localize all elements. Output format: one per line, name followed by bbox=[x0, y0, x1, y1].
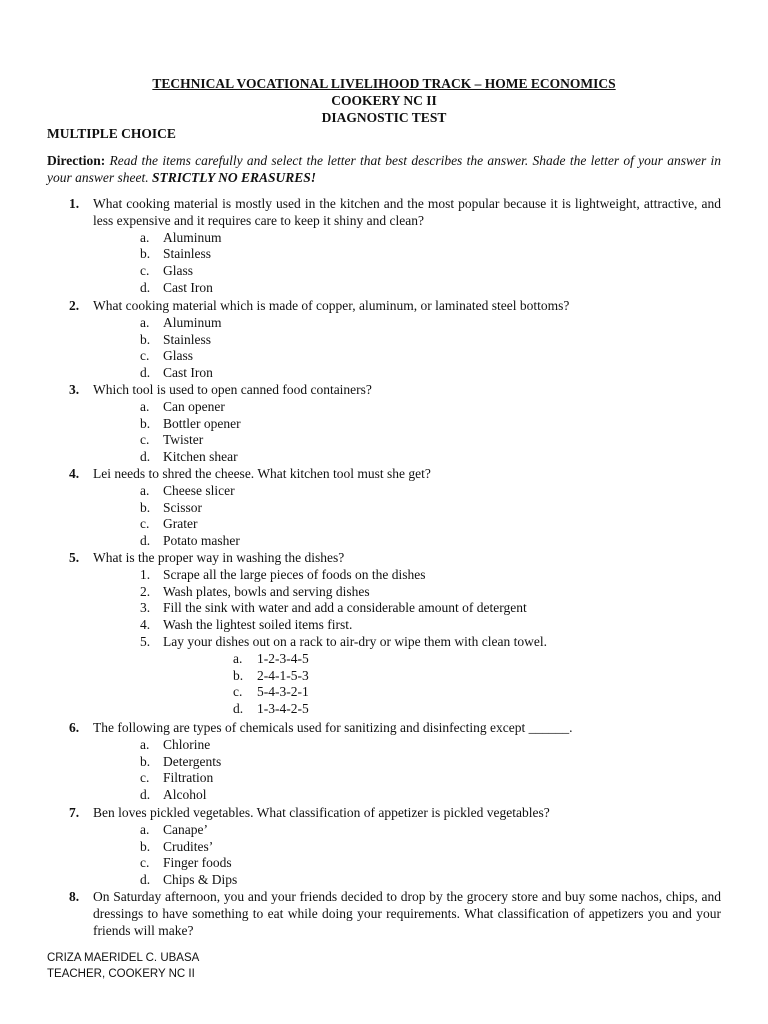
question-4 bbox=[47, 466, 721, 550]
question-1 bbox=[47, 196, 721, 297]
question-2 bbox=[47, 298, 721, 382]
step-3: 3. Fill the sink with water and add a considerable amount of detergent bbox=[140, 600, 527, 616]
option-c[interactable]: c. Twister bbox=[140, 432, 204, 448]
option-c[interactable]: c. Glass bbox=[140, 348, 193, 364]
section-title: MULTIPLE CHOICE bbox=[47, 126, 176, 141]
question-3 bbox=[47, 382, 721, 466]
question-number: 3. bbox=[69, 382, 80, 397]
question-text: What is the proper way in washing the dishes? bbox=[93, 550, 345, 565]
question-text: Which tool is used to open canned food containers? bbox=[93, 382, 372, 397]
option-a[interactable]: a. Aluminum bbox=[140, 229, 222, 245]
option-b[interactable]: b. 2-4-1-5-3 bbox=[233, 667, 309, 683]
question-8 bbox=[47, 889, 721, 939]
question-5 bbox=[47, 550, 721, 718]
teacher-role: TEACHER, COOKERY NC II bbox=[47, 968, 195, 980]
option-c[interactable]: c. Glass bbox=[140, 263, 193, 279]
question-number: 4. bbox=[69, 466, 80, 481]
option-list bbox=[47, 399, 721, 466]
option-b[interactable]: b. Scissor bbox=[140, 499, 203, 515]
option-a[interactable]: a. 1-2-3-4-5 bbox=[233, 650, 309, 666]
question-text: The following are types of chemicals used for sanitizing and disinfecting except ______. bbox=[93, 720, 573, 735]
option-a[interactable]: a. Canape’ bbox=[140, 821, 208, 837]
question-number: 2. bbox=[69, 298, 80, 313]
option-b[interactable]: b. Stainless bbox=[140, 331, 212, 347]
direction-text: Read the items carefully and select the letter that best describes the answer. Shade the letter of your answer in your answer sheet. bbox=[47, 153, 722, 185]
question-text: Lei needs to shred the cheese. What kitchen tool must she get? bbox=[93, 466, 431, 481]
question-7 bbox=[47, 805, 721, 889]
option-list bbox=[47, 651, 721, 718]
option-d[interactable]: d. Chips & Dips bbox=[140, 872, 238, 888]
direction-label: Direction: bbox=[47, 153, 106, 168]
teacher-name: CRIZA MAERIDEL C. UBASA bbox=[47, 952, 200, 964]
option-b[interactable]: b. Detergents bbox=[140, 753, 222, 769]
question-text: On Saturday afternoon, you and your friends decided to drop by the grocery store and buy some nachos, chips, and dressings to have something to eat while doing your requirements. What classification of appetizers you and your friends will make? bbox=[93, 889, 721, 938]
option-c[interactable]: c. Grater bbox=[140, 516, 198, 532]
question-text: Ben loves pickled vegetables. What classification of appetizer is pickled vegetables? bbox=[93, 805, 550, 820]
direction-emphasis: STRICTLY NO ERASURES! bbox=[152, 170, 317, 185]
option-d[interactable]: d. Cast Iron bbox=[140, 279, 213, 295]
option-c[interactable]: c. 5-4-3-2-1 bbox=[233, 684, 309, 700]
question-number: 1. bbox=[69, 196, 80, 211]
option-a[interactable]: a. Aluminum bbox=[140, 314, 222, 330]
question-number: 5. bbox=[69, 550, 80, 565]
option-d[interactable]: d. 1-3-4-2-5 bbox=[233, 701, 309, 717]
direction-paragraph bbox=[47, 152, 721, 186]
option-b[interactable]: b. Bottler opener bbox=[140, 415, 241, 431]
step-4: 4. Wash the lightest soiled items first. bbox=[140, 617, 353, 633]
question-number: 6. bbox=[69, 720, 80, 735]
question-text: What cooking material which is made of copper, aluminum, or laminated steel bottoms? bbox=[93, 298, 570, 313]
step-list bbox=[47, 567, 721, 651]
step-5: 5. Lay your dishes out on a rack to air-dry or wipe them with clean towel. bbox=[140, 633, 547, 649]
track-title: TECHNICAL VOCATIONAL LIVELIHOOD TRACK – HOME ECONOMICS bbox=[152, 76, 616, 91]
step-1: 1. Scrape all the large pieces of foods on the dishes bbox=[140, 566, 426, 582]
question-number: 7. bbox=[69, 805, 80, 820]
question-text: What cooking material is mostly used in the kitchen and the most popular because it is lightweight, attractive, and less expensive and it requires care to keep it shiny and clean? bbox=[93, 196, 721, 228]
option-c[interactable]: c. Finger foods bbox=[140, 855, 232, 871]
step-2: 2. Wash plates, bowls and serving dishes bbox=[140, 583, 370, 599]
option-list bbox=[47, 483, 721, 550]
option-c[interactable]: c. Filtration bbox=[140, 770, 214, 786]
option-list bbox=[47, 822, 721, 889]
question-number: 8. bbox=[69, 889, 80, 904]
option-b[interactable]: b. Stainless bbox=[140, 246, 212, 262]
option-a[interactable]: a. Chlorine bbox=[140, 736, 211, 752]
option-d[interactable]: d. Potato masher bbox=[140, 533, 240, 549]
option-a[interactable]: a. Can opener bbox=[140, 398, 225, 414]
test-title: DIAGNOSTIC TEST bbox=[321, 110, 447, 125]
option-b[interactable]: b. Crudites’ bbox=[140, 838, 214, 854]
option-list bbox=[47, 230, 721, 297]
option-d[interactable]: d. Cast Iron bbox=[140, 365, 213, 381]
option-list bbox=[47, 315, 721, 382]
option-a[interactable]: a. Cheese slicer bbox=[140, 482, 235, 498]
option-d[interactable]: d. Alcohol bbox=[140, 787, 207, 803]
course-title: COOKERY NC II bbox=[331, 93, 437, 108]
question-6 bbox=[47, 720, 721, 804]
option-d[interactable]: d. Kitchen shear bbox=[140, 449, 238, 465]
option-list bbox=[47, 737, 721, 804]
